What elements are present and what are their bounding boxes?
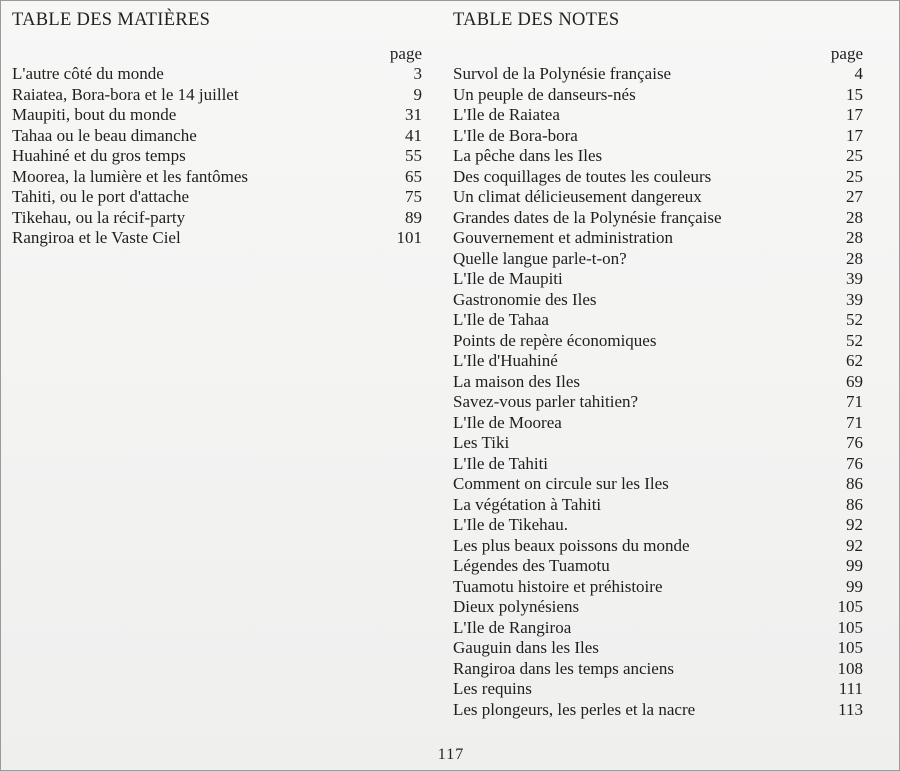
entry-page: 105 <box>837 638 863 657</box>
notes-entry <box>453 679 863 700</box>
entry-title: Tahaa ou le beau dimanche <box>12 125 197 145</box>
notes-entry <box>453 187 863 208</box>
entry-title: Gastronomie des Iles <box>453 289 597 309</box>
entry-title: Un peuple de danseurs-nés <box>453 84 636 104</box>
contents-entry <box>12 167 422 188</box>
entry-page: 113 <box>838 699 863 719</box>
entry-title: Moorea, la lumière et les fantômes <box>12 166 249 186</box>
entry-page: 52 <box>846 330 863 350</box>
entry-title: L'Ile de Raiatea <box>453 105 560 124</box>
entry-page: 99 <box>846 576 863 596</box>
notes-entry <box>453 249 863 270</box>
entry-page: 28 <box>846 228 863 247</box>
notes-entry <box>453 392 863 413</box>
entry-page: 52 <box>846 310 863 329</box>
notes-entry <box>453 495 863 516</box>
entry-page: 105 <box>837 617 863 637</box>
entry-title: Gauguin dans les Iles <box>453 638 599 657</box>
notes-entry <box>453 474 863 495</box>
entry-page: 55 <box>405 146 422 165</box>
entry-page: 9 <box>413 84 422 104</box>
notes-entry <box>453 556 863 577</box>
contents-entry <box>12 146 422 167</box>
entry-title: Dieux polynésiens <box>453 597 580 616</box>
entry-title: La pêche dans les Iles <box>453 146 603 165</box>
entry-page: 89 <box>405 207 422 227</box>
entry-title: Maupiti, bout du monde <box>12 105 177 124</box>
notes-column <box>453 44 863 720</box>
contents-page-label: page <box>389 44 422 63</box>
entry-page: 92 <box>846 535 863 555</box>
entry-title: L'Ile de Moorea <box>453 412 562 432</box>
entry-title: Les Tiki <box>453 433 510 452</box>
notes-entry <box>453 454 863 475</box>
entry-title: Un climat délicieusement dangereux <box>453 187 702 206</box>
entry-title: L'autre côté du monde <box>12 64 164 83</box>
entry-title: Comment on circule sur les Iles <box>453 474 669 493</box>
entry-title: L'Ile de Tahaa <box>453 310 549 329</box>
notes-page-label: page <box>830 44 863 63</box>
entry-page: 105 <box>837 597 863 616</box>
entry-page: 65 <box>405 166 422 186</box>
entry-page: 4 <box>854 64 863 83</box>
entry-page: 69 <box>846 371 863 391</box>
notes-entry <box>453 618 863 639</box>
entry-page: 39 <box>846 289 863 309</box>
notes-entry <box>453 310 863 331</box>
entry-page: 28 <box>846 207 863 227</box>
notes-entry <box>453 413 863 434</box>
entry-title: Quelle langue parle-t-on? <box>453 248 627 268</box>
entry-title: Tahiti, ou le port d'attache <box>12 187 190 206</box>
entry-title: Grandes dates de la Polynésie française <box>453 207 722 227</box>
entry-page: 31 <box>405 105 422 124</box>
notes-entry <box>453 700 863 721</box>
entry-page: 28 <box>846 248 863 268</box>
entry-title: L'Ile de Tikehau. <box>453 515 568 534</box>
entry-page: 71 <box>846 412 863 432</box>
notes-entry <box>453 597 863 618</box>
entry-title: Des coquillages de toutes les couleurs <box>453 166 712 186</box>
entry-title: Huahiné et du gros temps <box>12 146 186 165</box>
entry-page: 86 <box>846 494 863 514</box>
notes-entry <box>453 146 863 167</box>
entry-title: Savez-vous parler tahitien? <box>453 392 639 411</box>
contents-entry <box>12 228 422 249</box>
entry-page: 39 <box>846 269 863 288</box>
notes-list <box>453 64 863 720</box>
entry-title: Points de repère économiques <box>453 330 657 350</box>
notes-entry <box>453 331 863 352</box>
entry-page: 15 <box>846 84 863 104</box>
entry-page: 17 <box>846 125 863 145</box>
entry-page: 71 <box>846 392 863 411</box>
entry-title: Les plus beaux poissons du monde <box>453 535 690 555</box>
entry-title: La maison des Iles <box>453 371 580 391</box>
contents-entry <box>12 105 422 126</box>
entry-title: Rangiroa dans les temps anciens <box>453 658 674 678</box>
notes-entry <box>453 126 863 147</box>
notes-entry <box>453 105 863 126</box>
contents-column <box>12 44 422 249</box>
notes-entry <box>453 269 863 290</box>
contents-entry <box>12 126 422 147</box>
entry-page: 17 <box>846 105 863 124</box>
entry-title: L'Ile d'Huahiné <box>453 351 558 370</box>
entry-page: 76 <box>846 433 863 452</box>
entry-page: 62 <box>846 351 863 370</box>
notes-entry <box>453 659 863 680</box>
notes-entry <box>453 64 863 85</box>
entry-title: Les requins <box>453 679 532 698</box>
entry-title: Rangiroa et le Vaste Ciel <box>12 228 181 247</box>
notes-entry <box>453 536 863 557</box>
entry-page: 86 <box>846 474 863 493</box>
entry-title: L'Ile de Bora-bora <box>453 125 578 145</box>
entry-title: Tikehau, ou la récif-party <box>12 207 186 227</box>
notes-entry <box>453 228 863 249</box>
notes-entry <box>453 515 863 536</box>
entry-title: Raiatea, Bora-bora et le 14 juillet <box>12 84 239 104</box>
notes-entry <box>453 85 863 106</box>
notes-entry <box>453 208 863 229</box>
contents-entry <box>12 85 422 106</box>
entry-title: Les plongeurs, les perles et la nacre <box>453 699 696 719</box>
notes-entry <box>453 167 863 188</box>
entry-page: 92 <box>846 515 863 534</box>
entry-title: Tuamotu histoire et préhistoire <box>453 576 663 596</box>
notes-entry <box>453 290 863 311</box>
entry-page: 99 <box>846 556 863 575</box>
entry-page: 108 <box>837 658 863 678</box>
notes-entry <box>453 433 863 454</box>
entry-page: 41 <box>405 125 422 145</box>
entry-title: Survol de la Polynésie française <box>453 64 672 83</box>
notes-heading: TABLE DES NOTES <box>453 10 620 30</box>
entry-title: L'Ile de Rangiroa <box>453 617 572 637</box>
notes-entry <box>453 638 863 659</box>
entry-page: 27 <box>846 187 863 206</box>
entry-page: 76 <box>846 453 863 473</box>
notes-entry <box>453 577 863 598</box>
entry-title: L'Ile de Tahiti <box>453 453 549 473</box>
contents-list <box>12 64 422 249</box>
entry-title: Gouvernement et administration <box>453 228 673 247</box>
entry-page: 75 <box>405 187 422 206</box>
entry-page: 3 <box>413 64 422 83</box>
entry-page: 111 <box>838 679 863 698</box>
entry-page: 25 <box>846 146 863 165</box>
entry-title: Légendes des Tuamotu <box>453 556 610 575</box>
notes-entry <box>453 351 863 372</box>
contents-heading: TABLE DES MATIÈRES <box>12 10 211 30</box>
contents-entry <box>12 208 422 229</box>
notes-entry <box>453 372 863 393</box>
page-number: 117 <box>437 746 465 763</box>
contents-entry <box>12 187 422 208</box>
contents-entry <box>12 64 422 85</box>
entry-title: L'Ile de Maupiti <box>453 269 563 288</box>
entry-title: La végétation à Tahiti <box>453 494 602 514</box>
entry-page: 101 <box>396 228 422 247</box>
entry-page: 25 <box>846 166 863 186</box>
